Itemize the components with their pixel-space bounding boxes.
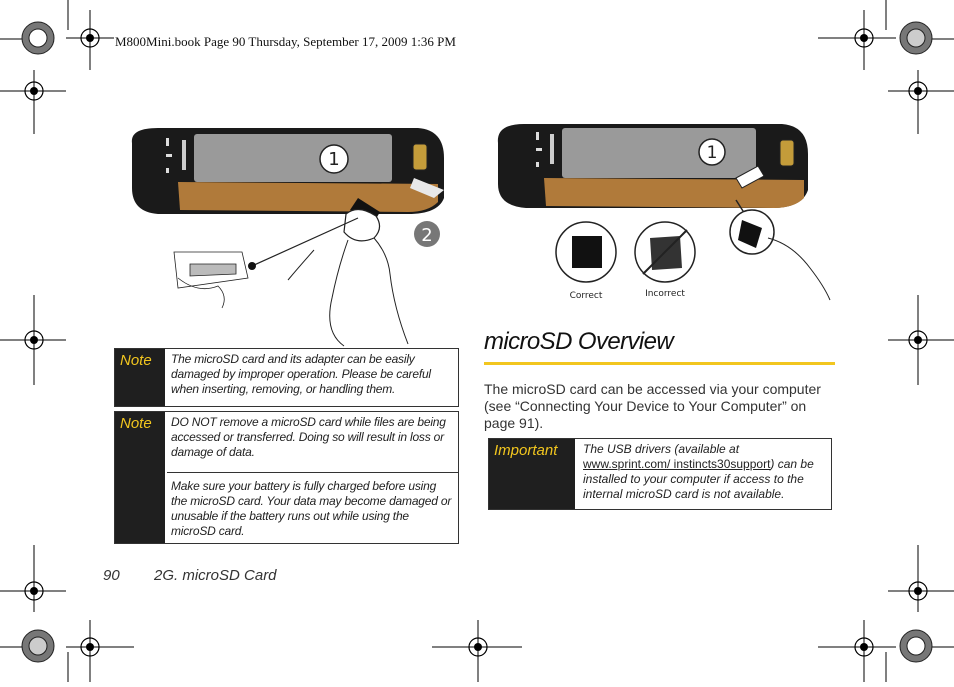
important-tag: Important [489,439,575,509]
note-text-removal: DO NOT remove a microSD card while files are being accessed or transferred. Doing so will result in loss or damage of data. [171,415,446,459]
important-text-prefix: The USB drivers (available at [583,442,740,456]
phone-insert-illustration [118,118,454,350]
section-title: microSD Overview [484,328,674,355]
note-tag: Note [115,349,165,406]
step-2-label: 2 [421,225,433,246]
note-text: The microSD card and its adapter can be easily damaged by improper operation. Please be careful when inserting, removing, or handling them. [171,352,431,396]
note-divider [167,472,458,473]
step-1-label: 1 [706,143,718,163]
note-careful-handling [114,348,459,407]
title-rule [484,362,835,365]
microsd-orientation-illustration [492,118,834,302]
note-text-battery: Make sure your battery is fully charged before using the microSD card. Your data may become damaged or unusable if the battery runs out while using the microSD card. [171,479,452,538]
important-usb-drivers [488,438,832,510]
section-body: The microSD card can be accessed via your computer (see “Connecting Your Device to Your Computer” on page 91). [484,381,821,431]
print-header: M800Mini.book Page 90 Thursday, September 17, 2009 1:36 PM [115,34,456,49]
note-data-loss [114,411,459,544]
note-tag: Note [115,412,165,543]
correct-label: Correct [569,291,603,301]
sprint-support-link[interactable]: www.sprint.com/ instincts30support [583,457,771,471]
step-1-label: 1 [328,149,340,170]
footer-section: 2G. microSD Card [154,567,277,584]
incorrect-label: Incorrect [645,289,685,299]
page-number: 90 [103,567,120,584]
important-text-suffix: ) can be installed to your computer if access to the internal microSD card is not available. [583,457,814,501]
